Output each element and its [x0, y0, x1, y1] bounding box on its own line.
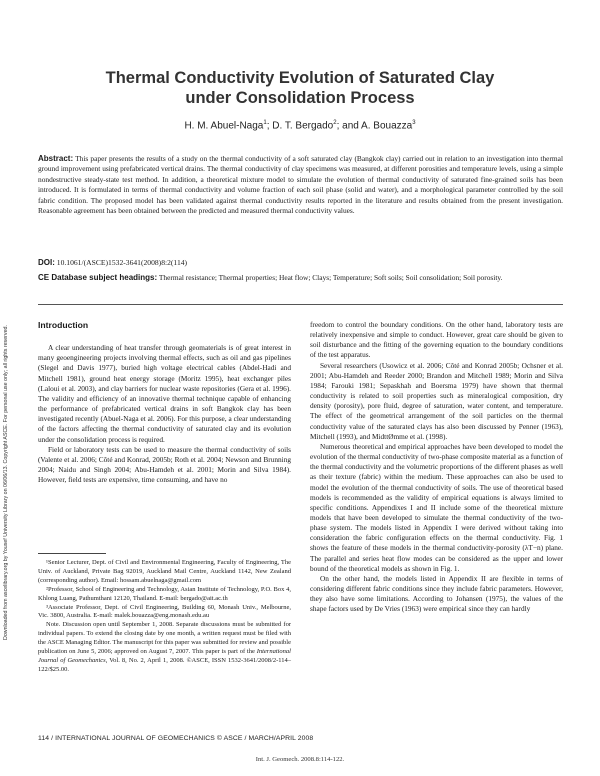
right-paragraph-2: Several researchers (Usowicz et al. 2006; Côté and Konrad 2005b; Ochsner et al. 2001; Abu-Hamdeh and Reeder 2000; Brandon and Mitchell 1989; Morin and Silva 1984; Farouki 1981; Sepaskhah and Boersma 1979) have shown that thermal conductivity is related to soil properties such as mineralogical composition, dry density (porosity), pore fluid, degree of saturation, water content, and temperature. The effect of the geometrical arrangement of the soil particles on the thermal conductivity value of the saturated clays has also been discussed by Penner (1963), Mitchell (1993), and MidttØmme et al. (1998). [310, 360, 563, 441]
subject-headings [38, 273, 563, 283]
paper-title [40, 68, 560, 108]
footnote-3: ³Associate Professor, Dept. of Civil Engineering, Building 60, Monash Univ., Melbourne, Vic. 3800, Australia. E-mail: malek.bouazza@eng.monash.edu.au [38, 603, 291, 620]
subject-text: Thermal resistance; Thermal properties; Heat flow; Clays; Temperature; Soft soils; Soil consolidation; Soil porosity. [158, 273, 503, 282]
author-3-sup: 3 [412, 120, 416, 126]
doi-value[interactable]: 10.1061/(ASCE)1532-3641(2008)8:2(114) [56, 258, 188, 267]
citation-line: Int. J. Geomech. 2008.8:114-122. [255, 756, 345, 763]
note-suffix: , Vol. 8, No. 2, April 1, 2008. ©ASCE, ISSN 1532-3641/2008/2-114–122/$25.00. [38, 656, 291, 673]
title-line-2: under Consolidation Process [185, 89, 415, 107]
subject-label: CE Database subject headings: [38, 273, 158, 282]
title-line-1: Thermal Conductivity Evolution of Saturated Clay [105, 69, 495, 87]
left-column [38, 320, 291, 485]
author-3: ; and A. Bouazza [336, 120, 413, 132]
footnote-divider [38, 553, 106, 554]
footnote-1: ¹Senior Lecturer, Dept. of Civil and Environmental Engineering, Faculty of Engineering, The Univ. of Auckland, Private Bag 92019, Auckland Mail Centre, Auckland 1142, New Zealand (corresponding author). Email: hossam.abuelnaga@gmail.com [38, 559, 291, 584]
doi-line [38, 258, 187, 267]
right-column [310, 320, 563, 615]
right-paragraph-4: On the other hand, the models listed in Appendix II are flexible in terms of considering different fabric conditions since they include fabric parameters. However, they also have some limitations. According to Johansen (1975), the values of the shape factors used by De Vries (1963) were empirical since they can hardly [310, 573, 563, 614]
abstract [38, 154, 563, 216]
right-paragraph-3: Numerous theoretical and empirical approaches have been developed to model the evolution of the thermal conductivity of two-phase composite material as a function of the thermal conductivity and the volumetric proportions of the different phases as well as their texture (fabric) within the medium. These approaches can also be used to model the evolution of the thermal conductivity of soils. The use of theoretical based models is recommended as the validity of empirical equations is always limited to specific conditions. Appendixes I and II include some of the theoretical mixture models that have been developed to simulate the thermal conductivity of the two-phase system. The models listed in Appendix I were derived without taking into consideration the fabric configuration effects on the thermal conductivity. Fig. 1 shows the feature of these models in the thermal conductivity-porosity (λT−n) plane. The parallel and series heat flow modes can be considered as the upper and lower bound of the theoretical models as shown in Fig. 1. [310, 441, 563, 573]
note-prefix: Note. Discussion open until September 1, 2008. Separate discussions must be submitted for individual papers. To extend the closing date by one month, a written request must be filed with the ASCE Managing Editor. The manuscript for this paper was submitted for review and possible publication on June 5, 2006; approved on August 7, 2007. This paper is part of the [38, 621, 291, 656]
abstract-text: This paper presents the results of a study on the thermal conductivity of a soft saturated clay (Bangkok clay) carried out in relation to an investigation into thermal ground improvement using prefabricated vertical drains. The thermal conductivity of clay specimens was measured, at different porosities and temperature levels, using a simple nondestructive steady-state test method. In addition, a theoretical mixture model to simulate the evolution of thermal conductivity of saturated fine-grained soils has been introduced. It is formulated in terms of thermal conductivity and volume fraction of each soil phase (solid and water), and a morphological parameter controlled by the soil fabric condition. The proposed model has been validated against thermal conductivity results reported in the literature and results obtained from the present investigation. Reasonable agreement has been obtained between the predicted and measured thermal conductivity values. [38, 154, 563, 216]
author-list [40, 120, 560, 131]
footnotes [38, 559, 291, 675]
author-1-sup: 1 [263, 120, 267, 126]
right-paragraph-1: freedom to control the boundary conditions. On the other hand, laboratory tests are relatively inexpensive and simple to conduct. However, great care should be given to soil disturbance and the fitting of the governing equation to the boundary conditions of the test apparatus. [310, 320, 563, 360]
section-divider [38, 304, 563, 305]
note-journal: International Journal of Geomechanics [38, 648, 291, 664]
footnote-note [38, 621, 291, 674]
download-watermark: Downloaded from ascelibrary.org by Yousef University Library on 06/06/13. Copyright ASCE. For personal use only; all rights reserved. [3, 325, 9, 640]
intro-paragraph-2: Field or laboratory tests can be used to measure the thermal conductivity of soils (Valente et al. 2006; Côté and Konrad, 2005b; Roth et al. 2004; Newson and Brunning 2004; Naidu and Singh 2004; Abu-Hamdeh et al. 2001; Morin and Silva 1984). However, field tests are expensive, time consuming, and have no [38, 444, 291, 485]
abstract-label: Abstract: [38, 154, 74, 163]
author-2-sup: 2 [333, 120, 337, 126]
author-1: H. M. Abuel-Naga [184, 120, 264, 132]
intro-paragraph-1: A clear understanding of heat transfer through geomaterials is of great interest in many geoengineering projects involving thermal effects, such as oil and gas pipelines (Slegel and Davis 1977), buried high voltage electrical cables (Abdel-Hadi and Mitchell 1981), ground heat energy storage (Moritz 1995), heat exchanger piles (Laloui et al. 2003), and clay barriers for nuclear waste repositories (Gera et al. 1996). The validity and efficiency of an innovative thermal technique capable of enhancing the performance of prefabricated vertical drains in soft Bangkok clay has been investigated recently (Abuel-Naga et al. 2006). For this purpose, a clear understanding of the factors affecting the thermal conductivity of saturated clay and its evolution under the consolidation process is required. [38, 343, 291, 444]
doi-label: DOI: [38, 258, 55, 267]
footnote-2: ²Professor, School of Engineering and Technology, Asian Institute of Technology, P.O. Box 4, Khlong Luang, Pathumthani 12120, Thailand. E-mail: bergado@ait.ac.th [38, 585, 291, 602]
page-footer: 114 / INTERNATIONAL JOURNAL OF GEOMECHANICS © ASCE / MARCH/APRIL 2008 [38, 735, 314, 742]
introduction-heading: Introduction [38, 320, 89, 330]
author-2: ; D. T. Bergado [266, 120, 334, 132]
